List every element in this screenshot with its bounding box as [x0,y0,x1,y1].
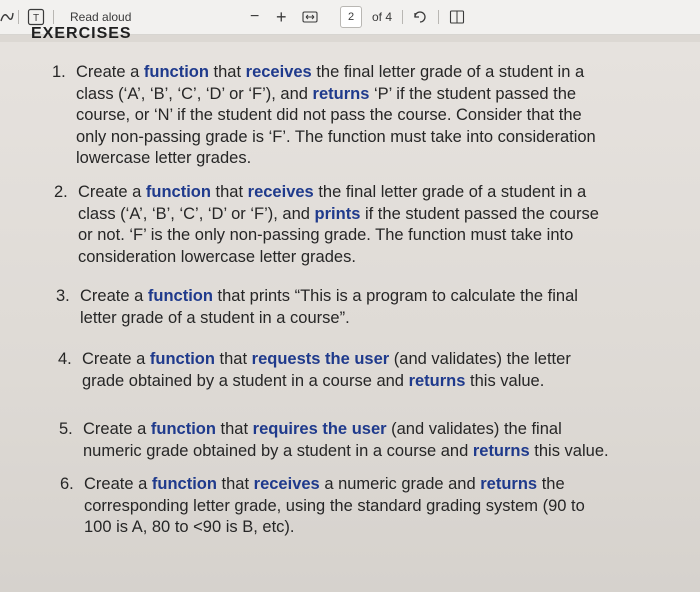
exercise-number: 5. [59,420,73,438]
exercise-text-segment: lowercase letter grades. [76,149,252,167]
exercise-text-segment: only non-passing grade is ‘F’. The function must take into consideration [76,127,596,146]
exercise-line [80,286,578,308]
exercise-text-segment: that [214,350,252,368]
exercise-text-segment: consideration lowercase letter grades. [78,247,356,266]
keyword-highlight: receives [253,475,320,493]
exercise-text-segment: grade obtained by a student in a course and [82,371,409,390]
exercise-number: 4. [58,350,72,368]
exercise-number: 3. [56,287,70,305]
exercise-text-segment: corresponding letter grade, using the standard grading system (90 to [84,496,585,515]
exercise-text-segment: that [215,420,253,438]
keyword-highlight: receives [247,183,314,201]
keyword-highlight: function [151,475,217,493]
exercise-text-segment: the final letter grade of a student in a [311,63,585,81]
keyword-highlight: requires the user [252,420,387,438]
keyword-highlight: returns [312,84,370,103]
exercise-line [78,225,599,247]
exercise-text-segment: that prints “This is a program to calculate the final [212,287,578,305]
keyword-highlight: function [149,350,215,368]
exercise-text [80,286,578,329]
exercise-text-segment: Create a [80,287,148,305]
document-page [0,42,700,592]
exercise-text-segment: 100 is A, 80 to <90 is B, etc). [84,518,295,536]
fit-page-icon[interactable] [302,0,318,34]
exercise-number: 2. [54,183,68,201]
exercise-number: 6. [60,475,74,493]
page-number-value: 2 [347,11,355,23]
exercise-line [80,308,578,330]
rotate-icon[interactable] [412,0,428,34]
exercise-text-segment: that [216,475,254,493]
exercise-line [76,148,596,170]
exercise-text-segment: a numeric grade and [319,475,481,493]
keyword-highlight: returns [408,371,466,390]
exercise-text-segment: that [210,183,248,201]
exercise-text-segment: Create a [83,420,151,438]
page-number-input[interactable] [340,6,362,28]
exercise-line [84,474,585,496]
exercise-line [76,127,596,149]
exercise-line [78,182,599,204]
exercise-text-segment: Create a [84,475,152,493]
page-total-label [372,0,392,34]
exercise-text-segment: the final letter grade of a student in a [313,183,587,201]
exercise-line [76,62,596,84]
toolbar-divider [53,10,54,24]
exercise-text-segment: the [537,475,565,493]
exercise-line [84,517,585,539]
exercise-text-segment: letter grade of a student in a course”. [80,308,350,327]
exercise-text [76,62,596,170]
zoom-out-button[interactable] [250,0,259,34]
exercise-text-segment: that [208,63,246,81]
exercise-text-segment: class (‘A’, ‘B’, ‘C’, ‘D’ or ‘F’), and [78,204,315,223]
exercise-line [83,441,609,463]
exercise-text-segment: Create a [78,183,146,201]
exercise-text-segment: Create a [82,350,150,368]
exercise-text-segment: ‘P’ if the student passed the [369,84,577,103]
keyword-highlight: returns [472,441,530,460]
exercise-text-segment: this value. [529,441,609,460]
exercise-text-segment: if the student passed the course [360,204,599,223]
toolbar-divider [438,10,439,24]
exercise-line [78,247,599,269]
exercise-line [76,105,596,127]
exercise-line [83,419,609,441]
read-aloud-label: Read aloud [70,10,132,24]
keyword-highlight: function [147,287,213,305]
toolbar-divider [402,10,403,24]
svg-text:T: T [32,13,40,24]
exercise-line [82,371,571,393]
exercise-text-segment: numeric grade obtained by a student in a course and [83,441,473,460]
draw-icon[interactable] [0,0,14,34]
toolbar-divider [18,10,19,24]
two-page-view-icon[interactable] [449,0,465,34]
keyword-highlight: function [145,183,211,201]
exercise-line [76,84,596,106]
exercise-line [82,349,571,371]
keyword-highlight: receives [245,63,312,81]
keyword-highlight: prints [314,204,361,223]
exercise-line [84,496,585,518]
exercise-number: 1. [52,63,66,81]
exercise-text-segment: or not. ‘F’ is the only non-passing grade. The function must take into [78,226,574,244]
exercise-text-segment: class (‘A’, ‘B’, ‘C’, ‘D’ or ‘F’), and [76,84,313,103]
exercise-line [78,204,599,226]
minus-icon: − [250,8,260,25]
zoom-in-button[interactable] [276,0,287,34]
partial-section-heading [0,25,700,42]
exercise-text [84,474,585,539]
exercise-text [82,349,571,392]
exercise-text-segment: Create a [76,63,144,81]
exercise-text-segment: this value. [465,371,545,390]
exercise-text-segment: (and validates) the final [386,420,562,438]
exercise-text-segment: (and validates) the letter [389,350,571,368]
keyword-highlight: function [150,420,216,438]
exercise-text-segment: course, or ‘N’ if the student did not pass the course. Consider that the [76,106,582,124]
page-total-text: of 4 [372,10,393,24]
exercise-text [78,182,599,268]
section-heading-text: EXERCISES [31,25,132,42]
keyword-highlight: returns [480,475,538,493]
keyword-highlight: function [143,63,209,81]
exercise-text [83,419,609,462]
keyword-highlight: requests the user [251,350,390,368]
plus-icon: + [276,6,287,27]
